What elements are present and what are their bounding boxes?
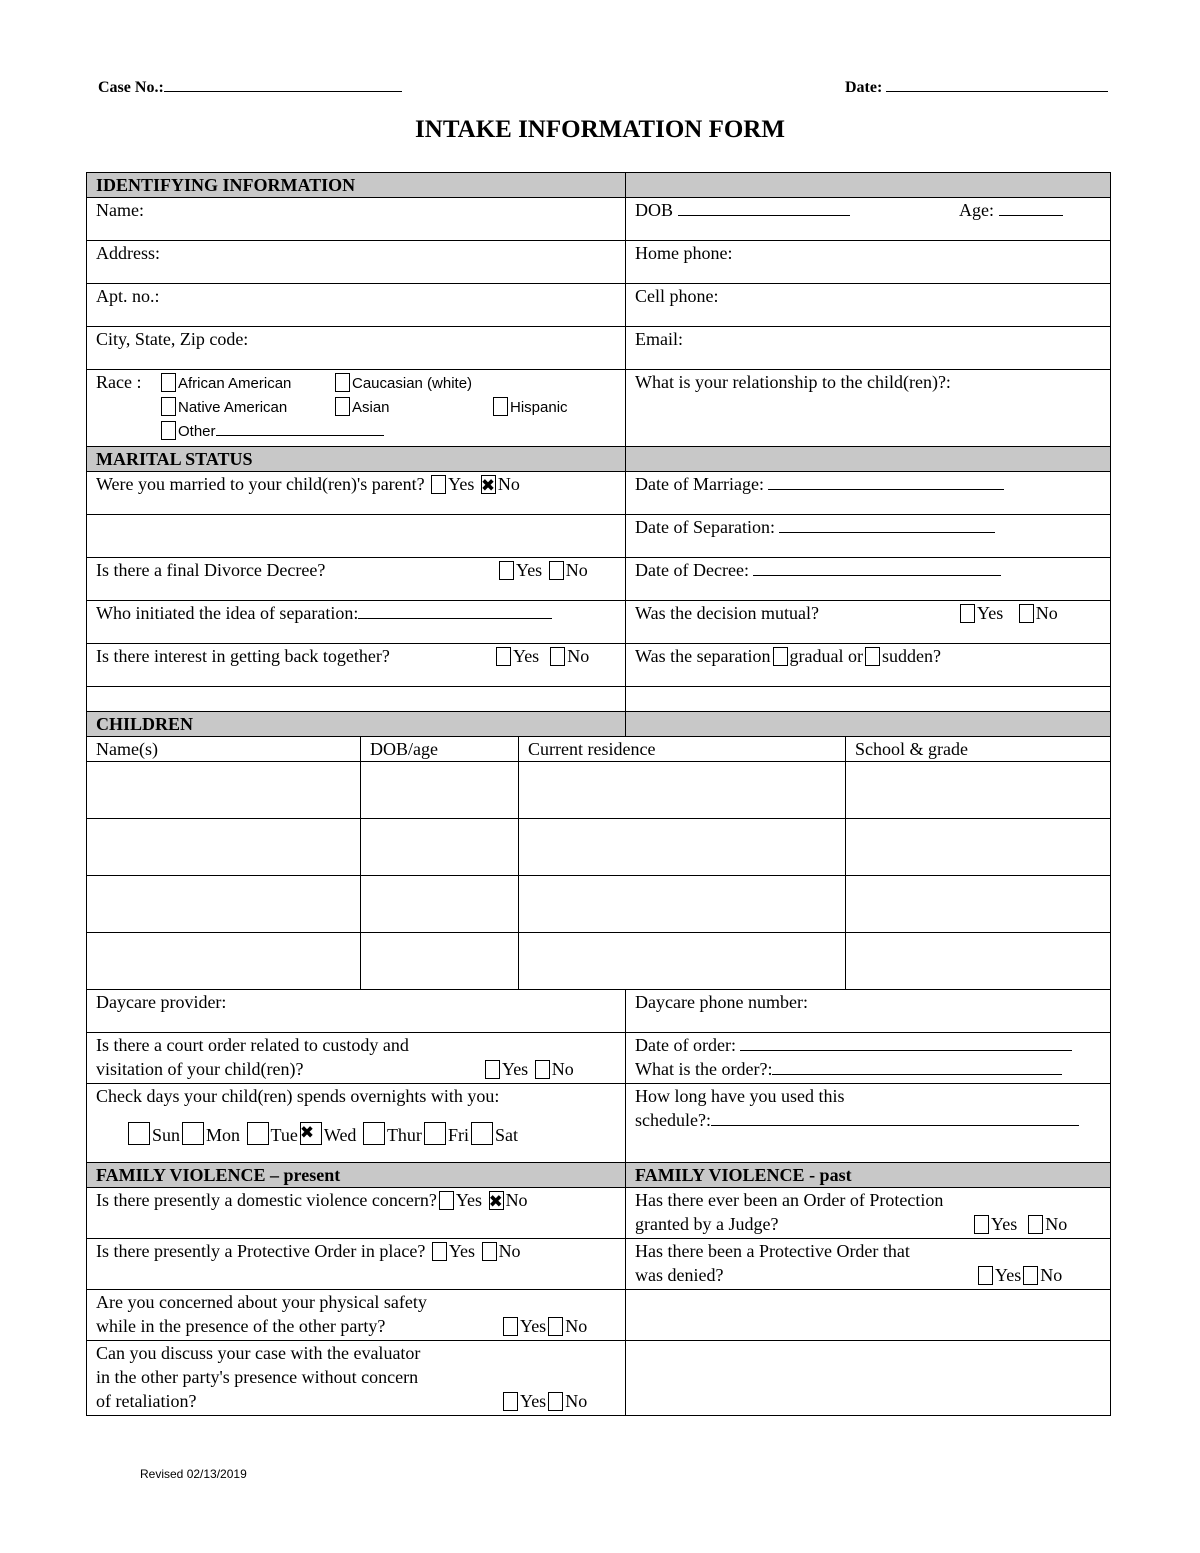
child-residence-cell[interactable] [519, 819, 846, 876]
date-of-marriage-field[interactable]: Date of Marriage: [626, 472, 1111, 515]
child-dob-cell[interactable] [361, 762, 519, 819]
court-order-yes-checkbox[interactable] [485, 1060, 500, 1079]
protective-no-checkbox[interactable] [482, 1242, 497, 1261]
table-row [87, 876, 1111, 933]
child-residence-cell[interactable] [519, 876, 846, 933]
race-caucasian-checkbox[interactable] [335, 373, 350, 392]
married-question: Were you married to your child(ren)'s parent? Yes ✖ No [87, 472, 626, 515]
initiated-question[interactable]: Who initiated the idea of separation: [87, 601, 626, 644]
dob-age-field[interactable]: DOB Age: [626, 198, 1111, 241]
divorce-no-checkbox[interactable] [549, 561, 564, 580]
table-row [87, 762, 1111, 819]
protection-order-question: Has there ever been an Order of Protection granted by a Judge? Yes No [626, 1188, 1111, 1239]
safety-no-checkbox[interactable] [548, 1317, 563, 1336]
protective-order-question: Is there presently a Protective Order in place? Yes No [87, 1239, 626, 1290]
email-field[interactable]: Email: [626, 327, 1111, 370]
separation-sudden-checkbox[interactable] [865, 647, 880, 666]
overnight-days-question: Check days your child(ren) spends overnights with you: Sun Mon Tue✖ Wed Thur Fri Sat [87, 1084, 626, 1163]
divorce-question: Is there a final Divorce Decree? Yes No [87, 558, 626, 601]
protective-yes-checkbox[interactable] [432, 1242, 447, 1261]
date-of-separation-field[interactable]: Date of Separation: [626, 515, 1111, 558]
dv-concern-question: Is there presently a domestic violence concern? Yes ✖ No [87, 1188, 626, 1239]
case-no-field[interactable] [164, 76, 402, 92]
child-school-cell[interactable] [846, 933, 1111, 990]
race-hispanic-checkbox[interactable] [493, 397, 508, 416]
race-other-checkbox[interactable] [161, 421, 176, 440]
child-name-cell[interactable] [87, 933, 361, 990]
date-field[interactable] [886, 76, 1108, 92]
race-asian-checkbox[interactable] [335, 397, 350, 416]
child-school-cell[interactable] [846, 819, 1111, 876]
date-of-decree-field[interactable]: Date of Decree: [626, 558, 1111, 601]
day-wed-checkbox[interactable] [300, 1122, 322, 1145]
denied-yes-checkbox[interactable] [978, 1266, 993, 1285]
separation-type-question: Was the separation gradual or sudden? [626, 644, 1111, 687]
denied-no-checkbox[interactable] [1023, 1266, 1038, 1285]
married-yes-checkbox[interactable] [431, 475, 446, 494]
mutual-no-checkbox[interactable] [1019, 604, 1034, 623]
separation-gradual-checkbox[interactable] [773, 647, 788, 666]
section-violence-past: FAMILY VIOLENCE - past [626, 1163, 1111, 1188]
section-marital: MARITAL STATUS [87, 447, 626, 472]
name-field[interactable]: Name: [87, 198, 626, 241]
day-sun-checkbox[interactable] [128, 1122, 150, 1145]
interest-yes-checkbox[interactable] [496, 647, 511, 666]
child-name-cell[interactable] [87, 762, 361, 819]
section-identifying: IDENTIFYING INFORMATION [87, 173, 626, 198]
address-field[interactable]: Address: [87, 241, 626, 284]
col-header-names: Name(s) [87, 737, 361, 762]
table-row [87, 819, 1111, 876]
child-dob-cell[interactable] [361, 819, 519, 876]
case-no-label: Case No.: [98, 76, 402, 97]
race-native-american-checkbox[interactable] [161, 397, 176, 416]
race-african-american-checkbox[interactable] [161, 373, 176, 392]
apt-field[interactable]: Apt. no.: [87, 284, 626, 327]
child-dob-cell[interactable] [361, 876, 519, 933]
child-name-cell[interactable] [87, 819, 361, 876]
discuss-question: Can you discuss your case with the evaluator in the other party's presence without concern of retaliation? Yes No [87, 1341, 626, 1416]
safety-question: Are you concerned about your physical safety while in the presence of the other party? Yes No [87, 1290, 626, 1341]
daycare-provider-field[interactable]: Daycare provider: [87, 990, 626, 1033]
cell-phone-field[interactable]: Cell phone: [626, 284, 1111, 327]
col-header-residence: Current residence [519, 737, 846, 762]
day-fri-checkbox[interactable] [424, 1122, 446, 1145]
section-children: CHILDREN [87, 712, 626, 737]
day-thur-checkbox[interactable] [363, 1122, 385, 1145]
race-field: Race : African American Caucasian (white) Native American Asian Hispanic Other [87, 370, 626, 447]
intake-form-table [86, 172, 1111, 1416]
dv-no-checkbox[interactable] [489, 1191, 504, 1210]
child-school-cell[interactable] [846, 762, 1111, 819]
col-header-school: School & grade [846, 737, 1111, 762]
col-header-dob-age: DOB/age [361, 737, 519, 762]
date-label: Date: [845, 76, 1108, 97]
court-order-no-checkbox[interactable] [535, 1060, 550, 1079]
page-title: INTAKE INFORMATION FORM [415, 116, 785, 143]
child-school-cell[interactable] [846, 876, 1111, 933]
discuss-yes-checkbox[interactable] [503, 1392, 518, 1411]
city-field[interactable]: City, State, Zip code: [87, 327, 626, 370]
revised-date: Revised 02/13/2019 [140, 1467, 247, 1481]
child-residence-cell[interactable] [519, 933, 846, 990]
court-order-question: Is there a court order related to custody and visitation of your child(ren)? Yes No [87, 1033, 626, 1084]
home-phone-field[interactable]: Home phone: [626, 241, 1111, 284]
protection-order-no-checkbox[interactable] [1028, 1215, 1043, 1234]
section-violence-present: FAMILY VIOLENCE – present [87, 1163, 626, 1188]
order-details-field[interactable]: Date of order: What is the order?: [626, 1033, 1111, 1084]
daycare-phone-field[interactable]: Daycare phone number: [626, 990, 1111, 1033]
dv-yes-checkbox[interactable] [439, 1191, 454, 1210]
interest-question: Is there interest in getting back together? Yes No [87, 644, 626, 687]
child-name-cell[interactable] [87, 876, 361, 933]
discuss-no-checkbox[interactable] [548, 1392, 563, 1411]
schedule-duration-field[interactable]: How long have you used this schedule?: [626, 1084, 1111, 1163]
mutual-question: Was the decision mutual? Yes No [626, 601, 1111, 644]
interest-no-checkbox[interactable] [550, 647, 565, 666]
divorce-yes-checkbox[interactable] [499, 561, 514, 580]
day-mon-checkbox[interactable] [182, 1122, 204, 1145]
child-residence-cell[interactable] [519, 762, 846, 819]
safety-yes-checkbox[interactable] [503, 1317, 518, 1336]
child-dob-cell[interactable] [361, 933, 519, 990]
relationship-field[interactable]: What is your relationship to the child(ren)?: [626, 370, 1111, 447]
denied-order-question: Has there been a Protective Order that was denied? Yes No [626, 1239, 1111, 1290]
mutual-yes-checkbox[interactable] [960, 604, 975, 623]
married-no-checkbox[interactable] [481, 475, 496, 494]
table-row [87, 933, 1111, 990]
day-tue-checkbox[interactable] [247, 1122, 269, 1145]
protection-order-yes-checkbox[interactable] [974, 1215, 989, 1234]
day-sat-checkbox[interactable] [471, 1122, 493, 1145]
